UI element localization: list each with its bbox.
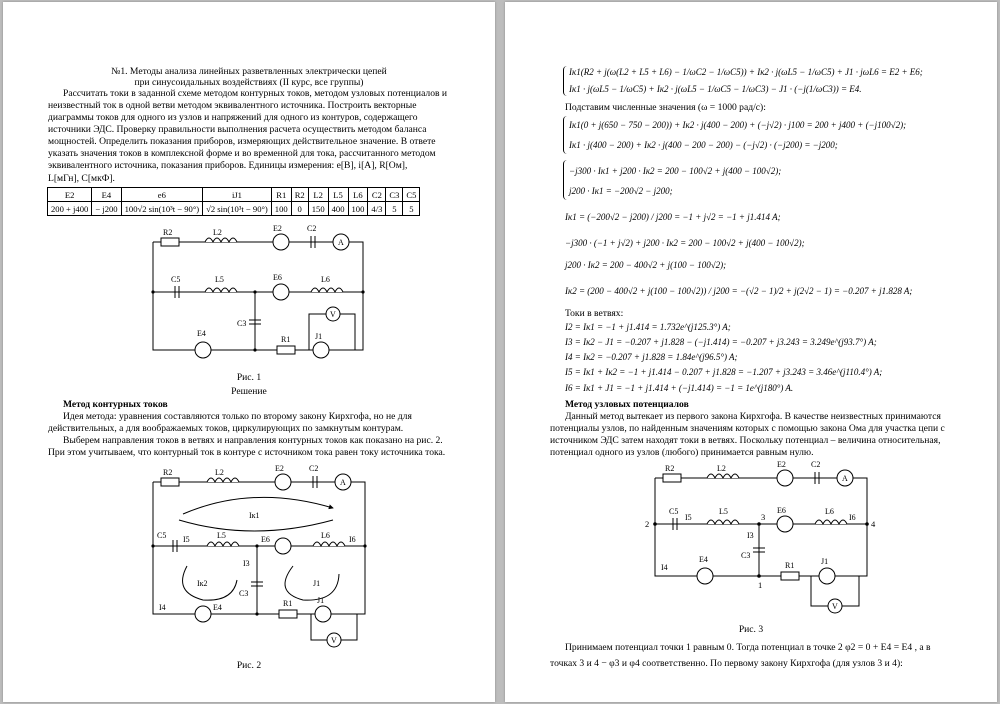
label-L6: L6 xyxy=(321,275,330,284)
equation: Iк1(0 + j(650 − 750 − 200)) + Iк2 · j(400 − 200) + (−j√2) · j100 = 200 + j400 + (−j100√2); xyxy=(569,120,907,130)
node-number-1: 1 xyxy=(758,580,763,590)
label-C3: C3 xyxy=(741,551,751,560)
equation: Iк2 = (200 − 400√2 + j(100 − 100√2)) / j200 = −(√2 − 1)/2 + j(2√2 − 1) = −0.207 + j1.828 A; xyxy=(565,286,913,296)
task-line: указать значения токов в комплексной форме и во временной для тока, рассчитанного методом xyxy=(48,148,436,159)
task-line: неизвестный ток в одной ветви методом эквивалентного источника. Построить векторные xyxy=(48,100,417,111)
label-C5: C5 xyxy=(669,507,679,516)
brace xyxy=(563,116,568,154)
label-C3: C3 xyxy=(239,589,249,598)
table-header-cell: C3 xyxy=(386,188,403,202)
paragraph-line: При этом учитываем, что контурный ток в контуре с источником тока равен току источника тока. xyxy=(48,447,446,458)
label-L2: L2 xyxy=(213,228,222,237)
page-subtitle: при синусоидальных воздействиях (II курс, все группы) xyxy=(134,77,364,88)
node-number-4: 4 xyxy=(871,519,876,529)
label-A: A xyxy=(338,238,344,247)
paragraph-line: Идея метода: уравнения составляются только по второму закону Кирхгофа, но не для xyxy=(63,411,412,422)
label-I5: I5 xyxy=(685,513,692,522)
table-cell: 0 xyxy=(291,202,308,216)
table-cell: 5 xyxy=(386,202,403,216)
table-cell: − j200 xyxy=(92,202,121,216)
paragraph-line: Подставим численные значения (ω = 1000 рад/с): xyxy=(565,102,766,113)
circuit-diagram-fig1 xyxy=(143,222,373,370)
equation: −j300 · (−1 + j√2) + j200 · Iк2 = 200 − 100√2 + j(400 − 100√2); xyxy=(565,238,805,248)
label-R2: R2 xyxy=(163,228,173,237)
label-E2: E2 xyxy=(273,224,282,233)
paragraph-line: источником ЭДС затем находят токи в ветвях. Поскольку потенциал – величина относительная, xyxy=(550,435,941,446)
label-I6: I6 xyxy=(349,535,356,544)
page-title: №1. Методы анализа линейных разветвленных электрически цепей xyxy=(111,66,387,77)
equation: Iк1(R2 + j(ω(L2 + L5 + L6) − 1/ωC2 − 1/ωC5)) + Iк2 · j(ωL5 − 1/ωC5) + J1 · jωL6 = E2 + E6; xyxy=(569,67,923,77)
current-equation: I6 = Iк1 + J1 = −1 + j1.414 + (−j1.414) = −1 = 1e^(j180°) A. xyxy=(565,383,794,393)
table-cell: 100 xyxy=(348,202,368,216)
label-R1: R1 xyxy=(283,599,293,608)
label-E4: E4 xyxy=(213,603,222,612)
task-line: эквивалентного источника, показания приборов. Единицы измерения: e[B], i[A], R[Ом], xyxy=(48,160,408,171)
paragraph-line: действительных, а для воображаемых токов, циркулирующих по замкнутым контурам. xyxy=(48,423,404,434)
label-C2: C2 xyxy=(811,460,821,469)
label-L6: L6 xyxy=(825,507,834,516)
table-cell: 150 xyxy=(308,202,328,216)
figure-caption: Рис. 3 xyxy=(738,624,764,635)
paragraph-line: потенциалы узлов, по найденным значениям которых с помощью закона Ома для участка цепи с xyxy=(550,423,945,434)
paragraph-line: Выберем направления токов в ветвях и направления контурных токов как показано на рис. 2. xyxy=(63,435,443,446)
equation: Iк1 = (−200√2 − j200) / j200 = −1 + j√2 = −1 + j1.414 A; xyxy=(565,212,781,222)
label-E6: E6 xyxy=(777,506,786,515)
task-line: диаграммы токов для одного из узлов и напряжений для одного из контуров, содержащего xyxy=(48,112,418,123)
label-I3: I3 xyxy=(747,531,754,540)
label-Ik2: Iк2 xyxy=(197,579,208,588)
circuit-diagram-fig2 xyxy=(143,462,375,657)
table-header-cell: L2 xyxy=(308,188,328,202)
figure-caption: Рис. 1 xyxy=(236,372,262,383)
section-heading: Метод узловых потенциалов xyxy=(565,399,689,410)
label-Ik1: Iк1 xyxy=(249,511,260,520)
label-C5: C5 xyxy=(157,531,167,540)
brace xyxy=(563,160,568,200)
label-E6: E6 xyxy=(261,535,270,544)
current-equation: I4 = Iк2 = −0.207 + j1.828 = 1.84e^(j96.5°) A; xyxy=(565,352,738,362)
table-header-cell: L6 xyxy=(348,188,368,202)
table-header-cell: C2 xyxy=(368,188,386,202)
label-V: V xyxy=(331,636,337,645)
paragraph-line: Данный метод вытекает из первого закона Кирхгофа. В качестве неизвестных принимаются xyxy=(565,411,941,422)
node-number-2: 2 xyxy=(645,519,650,529)
equation: −j300 · Iк1 + j200 · Iк2 = 200 − 100√2 + j(400 − 100√2); xyxy=(569,166,782,176)
label-I4: I4 xyxy=(661,563,668,572)
table-cell: 200 + j400 xyxy=(48,202,92,216)
label-E2: E2 xyxy=(777,460,786,469)
table-cell: 400 xyxy=(328,202,348,216)
label-V: V xyxy=(832,602,838,611)
brace xyxy=(563,66,568,96)
task-line: мощностей. Определить показания приборов, измеряющих действительное значение. В ответе xyxy=(48,136,436,147)
equation: Iк1 · j(ωL5 − 1/ωC5) + Iк2 · j(ωL5 − 1/ωC5 − 1/ωC3) − J1 · (−j(1/ωC3)) = E4. xyxy=(569,84,862,94)
table-row xyxy=(48,202,420,216)
circuit-diagram-fig3 xyxy=(641,458,881,620)
current-equation: I2 = Iк1 = −1 + j1.414 = 1.732e^(j125.3°) A; xyxy=(565,322,731,332)
table-header-cell: E4 xyxy=(92,188,121,202)
label-V: V xyxy=(330,310,336,319)
label-L5: L5 xyxy=(217,531,226,540)
label-E4: E4 xyxy=(699,555,708,564)
label-C5: C5 xyxy=(171,275,181,284)
table-header-cell: R1 xyxy=(271,188,291,202)
paragraph-line: точках 3 и 4 − φ3 и φ4 соответственно. По первому закону Кирхгофа (для узлов 3 и 4): xyxy=(550,658,903,669)
paragraph-line: потенциал одного из узлов (любого) принимается равным нулю. xyxy=(550,447,814,458)
label-I3: I3 xyxy=(243,559,250,568)
table-cell: 4/3 xyxy=(368,202,386,216)
label-I4: I4 xyxy=(159,603,166,612)
label-L2: L2 xyxy=(215,468,224,477)
label-L5: L5 xyxy=(719,507,728,516)
label-E6: E6 xyxy=(273,273,282,282)
label-R1: R1 xyxy=(281,335,291,344)
table-header-cell: C5 xyxy=(403,188,420,202)
task-line: Рассчитать токи в заданной схеме методом контурных токов, методом узловых потенциалов и xyxy=(63,88,448,99)
label-L5: L5 xyxy=(215,275,224,284)
label-I6: I6 xyxy=(849,513,856,522)
label-C2: C2 xyxy=(307,224,317,233)
table-header-cell: R2 xyxy=(291,188,308,202)
task-line: источники ЭДС. Проверку правильности выполнения расчета осуществить методом баланса xyxy=(48,124,427,135)
table-cell: 5 xyxy=(403,202,420,216)
task-line: L[мГн], C[мкФ]. xyxy=(48,173,115,184)
current-equation: I5 = Iк1 + Iк2 = −1 + j1.414 − 0.207 + j1.828 = −1.207 + j3.243 = 3.46e^(j110.4°) A; xyxy=(565,367,883,377)
equation: Iк1 · j(400 − 200) + Iк2 · j(400 − 200 − 200) − (−j√2) · (−j200) = −j200; xyxy=(569,140,838,150)
currents-heading: Токи в ветвях: xyxy=(565,308,624,319)
node-number-3: 3 xyxy=(761,512,766,522)
label-C2: C2 xyxy=(309,464,319,473)
table-cell: √2 sin(10³t − 90°) xyxy=(203,202,272,216)
section-heading: Метод контурных токов xyxy=(63,399,168,410)
document-page-2 xyxy=(505,2,997,702)
equation: j200 · Iк1 = −200√2 − j200; xyxy=(569,186,673,196)
label-J1-source: J1 xyxy=(317,596,325,605)
solution-heading: Решение xyxy=(231,386,267,397)
table-header-cell: E2 xyxy=(48,188,92,202)
label-J1: J1 xyxy=(313,579,321,588)
figure-caption: Рис. 2 xyxy=(236,660,262,671)
table-header-cell: iJ1 xyxy=(203,188,272,202)
label-E2: E2 xyxy=(275,464,284,473)
label-C3: C3 xyxy=(237,319,247,328)
label-R1: R1 xyxy=(785,561,795,570)
document-page-1 xyxy=(3,2,495,702)
table-header-cell: e6 xyxy=(121,188,203,202)
label-I5: I5 xyxy=(183,535,190,544)
label-R2: R2 xyxy=(665,464,675,473)
table-header-cell: L5 xyxy=(328,188,348,202)
current-equation: I3 = Iк2 − J1 = −0.207 + j1.828 − (−j1.414) = −0.207 + j3.243 = 3.249e^(j93.7°) A; xyxy=(565,337,877,347)
table-cell: 100 xyxy=(271,202,291,216)
equation: j200 · Iк2 = 200 − 400√2 + j(100 − 100√2); xyxy=(565,260,727,270)
label-A: A xyxy=(340,478,346,487)
label-J1: J1 xyxy=(315,332,323,341)
label-J1: J1 xyxy=(821,557,829,566)
label-L2: L2 xyxy=(717,464,726,473)
label-L6: L6 xyxy=(321,531,330,540)
parameters-table xyxy=(47,187,420,216)
table-cell: 100√2 sin(10³t − 90°) xyxy=(121,202,203,216)
label-E4: E4 xyxy=(197,329,206,338)
label-R2: R2 xyxy=(163,468,173,477)
label-A: A xyxy=(842,474,848,483)
paragraph-line: Принимаем потенциал точки 1 равным 0. Тогда потенциал в точке 2 φ2 = 0 + E4 = E4 , а в xyxy=(565,642,931,653)
table-header-row xyxy=(48,188,420,202)
